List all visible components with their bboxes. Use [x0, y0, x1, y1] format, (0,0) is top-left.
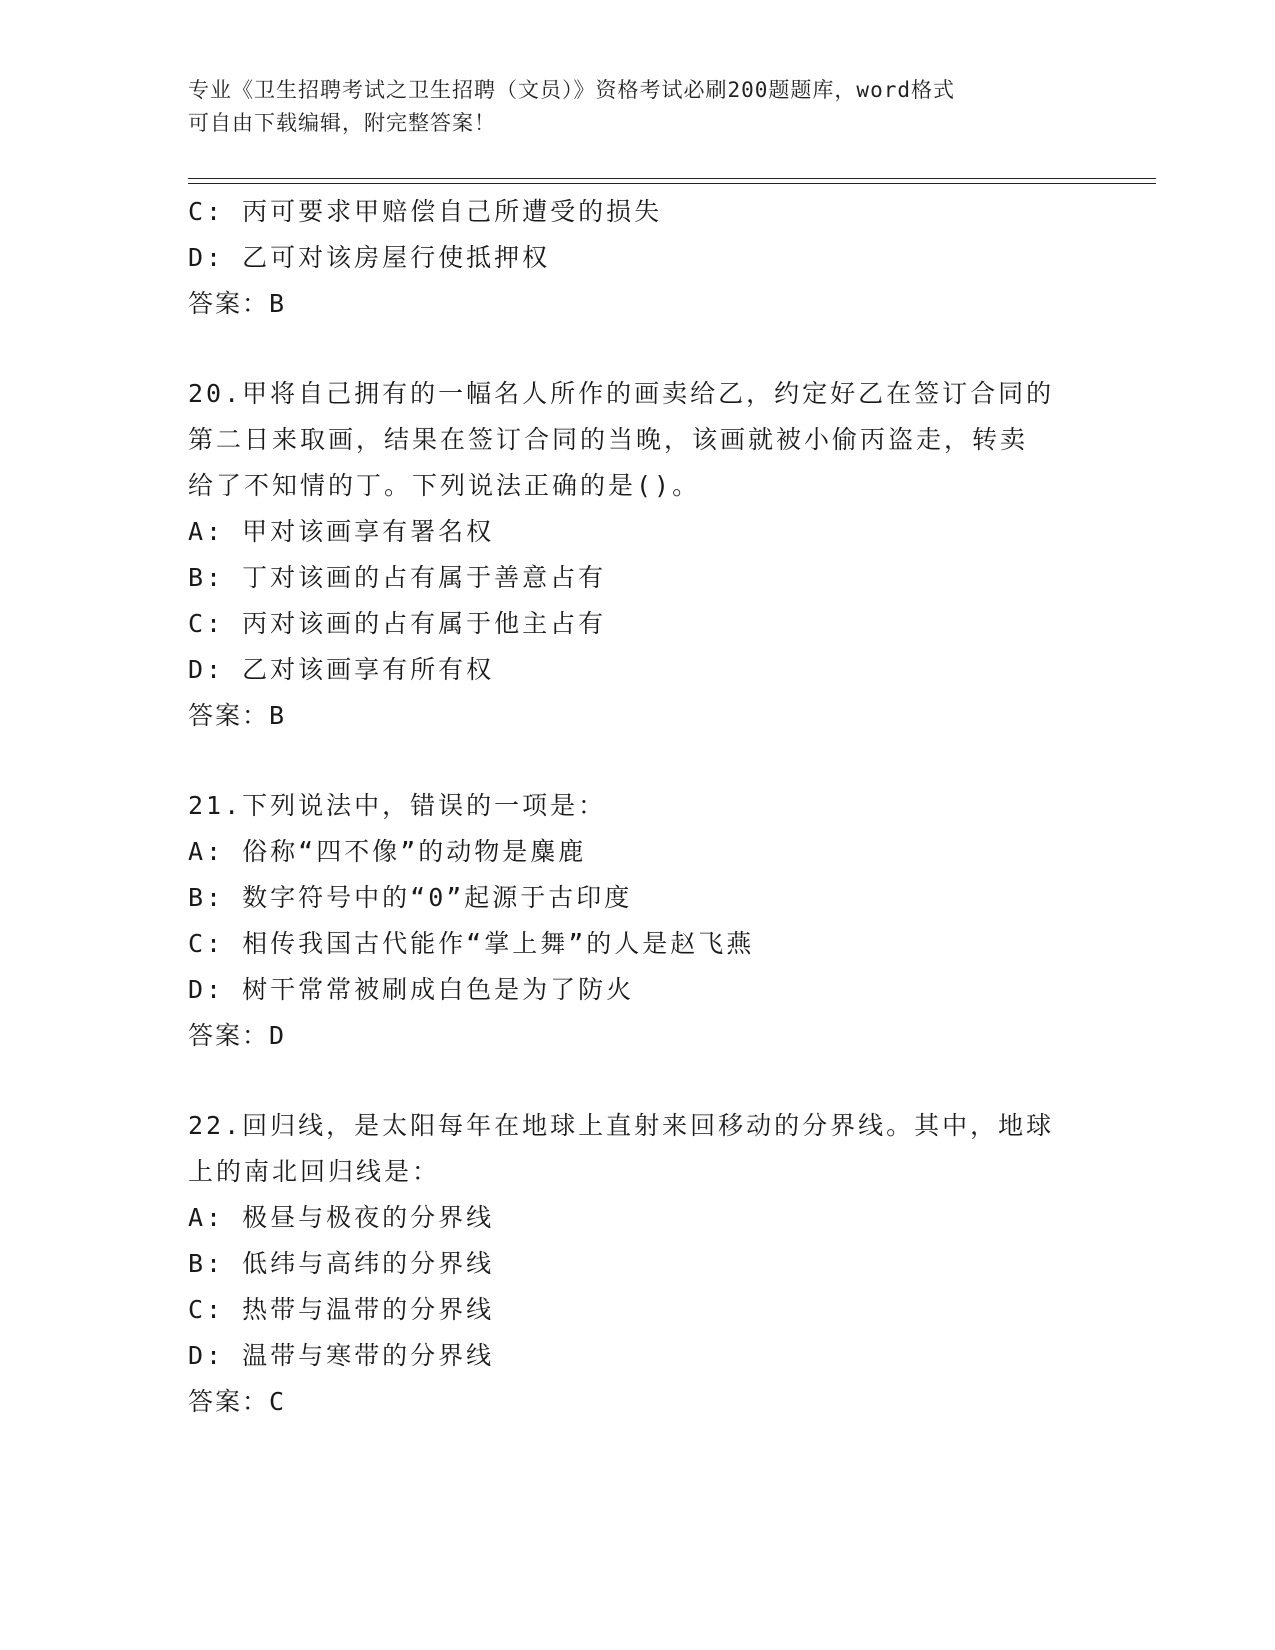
spacer: [188, 739, 1148, 783]
header-divider-top: [188, 178, 1156, 179]
spacer: [188, 1059, 1148, 1103]
question-content: [188, 189, 1148, 1425]
question-text-line: 给了不知情的丁。下列说法正确的是()。: [188, 471, 701, 500]
option-a: A: 极昼与极夜的分界线: [188, 1203, 495, 1232]
option-b: B: 数字符号中的“0”起源于古印度: [188, 883, 633, 912]
answer: 答案：B: [188, 701, 287, 730]
option-d: D: 树干常常被刷成白色是为了防火: [188, 975, 635, 1004]
answer: 答案：C: [188, 1387, 287, 1416]
question-text-line: 上的南北回归线是：: [188, 1157, 441, 1186]
option-b: B: 低纬与高纬的分界线: [188, 1249, 495, 1278]
continued-question: [188, 189, 1148, 327]
option-a: A: 俗称“四不像”的动物是麋鹿: [188, 837, 587, 866]
question-22: [188, 1103, 1148, 1425]
spacer: [188, 327, 1148, 371]
header-title-line-1: 专业《卫生招聘考试之卫生招聘（文员）》资格考试必刷200题题库，word格式: [188, 78, 955, 102]
header-divider-bottom: [188, 183, 1156, 184]
answer: 答案：B: [188, 289, 287, 318]
option-c: C: 丙可要求甲赔偿自己所遭受的损失: [188, 197, 663, 226]
option-b: B: 丁对该画的占有属于善意占有: [188, 563, 607, 592]
option-d: D: 温带与寒带的分界线: [188, 1341, 495, 1370]
answer: 答案：D: [188, 1021, 287, 1050]
option-d: D: 乙对该画享有所有权: [188, 655, 495, 684]
question-text-line: 第二日来取画，结果在签订合同的当晚，该画就被小偷丙盗走，转卖: [188, 425, 1029, 454]
question-text-line: 20.甲将自己拥有的一幅名人所作的画卖给乙，约定好乙在签订合同的: [188, 379, 1055, 408]
question-text-line: 22.回归线，是太阳每年在地球上直射来回移动的分界线。其中，地球: [188, 1111, 1055, 1140]
question-20: [188, 371, 1148, 739]
option-d: D: 乙可对该房屋行使抵押权: [188, 243, 551, 272]
question-text-line: 21.下列说法中，错误的一项是：: [188, 791, 607, 820]
option-c: C: 丙对该画的占有属于他主占有: [188, 609, 607, 638]
question-21: [188, 783, 1148, 1059]
page-header: [188, 74, 1088, 140]
option-a: A: 甲对该画享有署名权: [188, 517, 495, 546]
option-c: C: 热带与温带的分界线: [188, 1295, 495, 1324]
option-c: C: 相传我国古代能作“掌上舞”的人是赵飞燕: [188, 929, 755, 958]
header-title-line-2: 可自由下载编辑，附完整答案！: [188, 111, 496, 135]
